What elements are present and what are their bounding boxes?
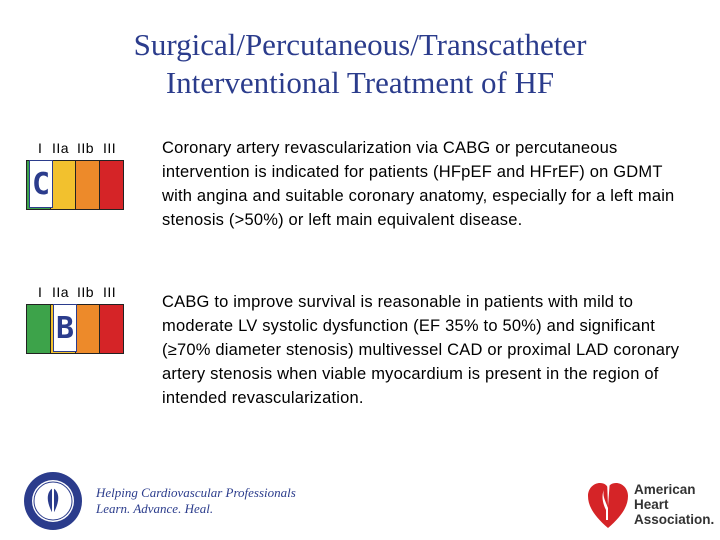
aha-line-1: American xyxy=(634,481,696,497)
recommendation-2-text: CABG to improve survival is reasonable in patients with mild to moderate LV systolic dysfunction (EF 35% to 50%) and significant (≥70% diameter stenosis) multivessel CAD or proximal LAD coronary artery stenosis when viable myocardium is present in the region of intended revascularization. xyxy=(162,293,680,407)
class-iib-cell xyxy=(76,305,100,353)
aha-line-3: Association. xyxy=(634,511,715,527)
class-header-iib: IIb xyxy=(77,140,95,156)
class-header-i: I xyxy=(38,140,43,156)
title-line-1: Surgical/Percutaneous/Transcatheter xyxy=(133,27,587,62)
slide-title xyxy=(20,26,700,102)
tagline-line-1: Helping Cardiovascular Professionals xyxy=(96,485,296,500)
level-of-evidence-badge: B xyxy=(53,304,77,352)
class-header-iii: III xyxy=(103,284,117,300)
class-iii-cell xyxy=(100,161,123,209)
acc-branding xyxy=(22,470,296,532)
tagline-line-2: Learn. Advance. Heal. xyxy=(96,501,214,516)
class-i-cell xyxy=(27,305,51,353)
class-header-iii: III xyxy=(103,140,117,156)
level-of-evidence-badge: C xyxy=(29,160,53,208)
class-header-iia: IIa xyxy=(52,140,70,156)
acc-seal-icon xyxy=(22,470,84,532)
class-iia-cell xyxy=(51,161,75,209)
aha-wordmark xyxy=(634,482,714,527)
class-header-iib: IIb xyxy=(77,284,95,300)
title-line-2: Interventional Treatment of HF xyxy=(165,65,555,100)
aha-branding xyxy=(586,476,714,532)
acc-tagline xyxy=(96,485,296,517)
class-header-i: I xyxy=(38,284,43,300)
class-header-iia: IIa xyxy=(52,284,70,300)
class-iii-cell xyxy=(100,305,123,353)
aha-heart-torch-icon xyxy=(586,476,630,532)
aha-line-2: Heart xyxy=(634,496,669,512)
class-iib-cell xyxy=(76,161,100,209)
recommendation-1-text: Coronary artery revascularization via CABG or percutaneous intervention is indicated for patients (HFpEF and HFrEF) on GDMT with angina and suitable coronary anatomy, especially for a left main stenosis (>50%) or left main equivalent disease. xyxy=(162,139,675,229)
